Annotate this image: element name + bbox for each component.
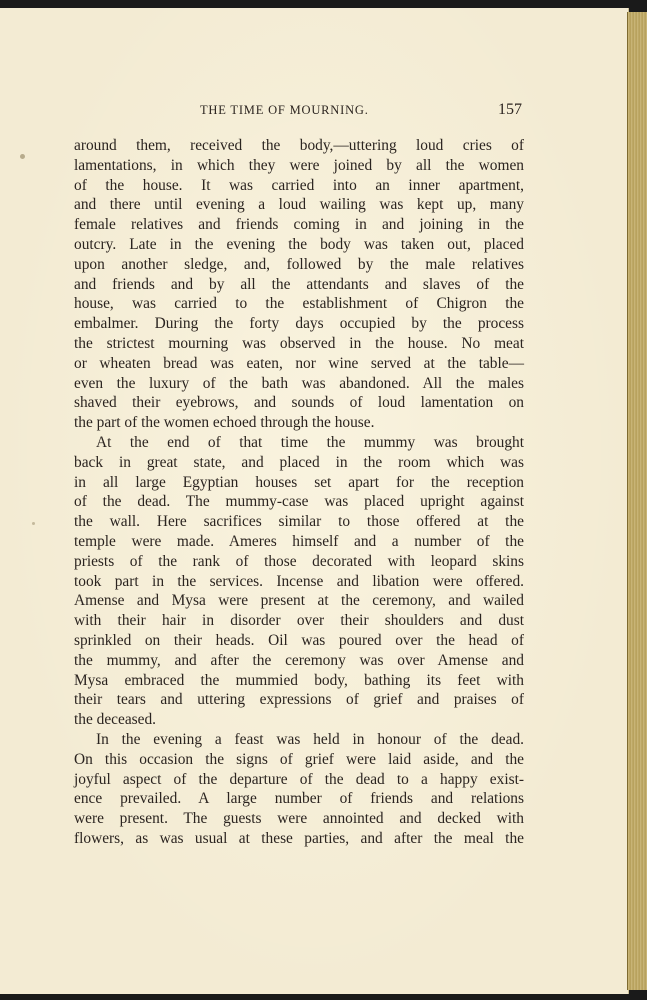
text-line: Amense and Mysa were present at the ceremony, and wailed <box>74 592 524 610</box>
running-title: THE TIME OF MOURNING. <box>200 103 369 117</box>
text-line: outcry. Late in the evening the body was taken out, placed <box>74 235 524 253</box>
text-line: At the end of that time the mummy was brought <box>96 433 524 451</box>
body-text <box>74 136 524 849</box>
text-line: embalmer. During the forty days occupied by the process <box>74 315 524 333</box>
text-line: ence prevailed. A large number of friends and relations <box>74 790 524 808</box>
text-line: and friends and by all the attendants and slaves of the <box>74 275 524 293</box>
text-line: joyful aspect of the departure of the dead to a happy exist- <box>74 770 524 788</box>
book-page <box>0 8 629 994</box>
text-line: lamentations, in which they were joined by all the women <box>74 156 524 174</box>
text-line: house, was carried to the establishment of Chigron the <box>74 295 524 313</box>
text-line: the wall. Here sacrifices similar to those offered at the <box>74 513 524 531</box>
text-line: sprinkled on their heads. Oil was poured over the head of <box>74 631 524 649</box>
text-line: Mysa embraced the mummied body, bathing its feet with <box>74 671 524 689</box>
text-line: of the house. It was carried into an inner apartment, <box>74 176 524 194</box>
text-line: the deceased. <box>74 711 157 729</box>
text-line: their tears and uttering expressions of grief and praises of <box>74 691 524 709</box>
text-line: the part of the women echoed through the house. <box>74 414 375 432</box>
page-header <box>74 101 524 123</box>
text-line: flowers, as was usual at these parties, and after the meal the <box>74 829 524 847</box>
text-line: around them, received the body,—uttering loud cries of <box>74 137 524 154</box>
text-line: in all large Egyptian houses set apart for the reception <box>74 473 524 491</box>
text-line: back in great state, and placed in the room which was <box>74 453 524 471</box>
text-line: priests of the rank of those decorated with leopard skins <box>74 552 524 570</box>
paper-spot <box>20 154 25 159</box>
text-line: of the dead. The mummy-case was placed upright against <box>74 493 524 511</box>
text-line: or wheaten bread was eaten, nor wine served at the table— <box>74 354 524 372</box>
page-number: 157 <box>498 101 522 118</box>
text-line: were present. The guests were annointed and decked with <box>74 810 524 828</box>
text-line: In the evening a feast was held in honour of the dead. <box>96 730 524 748</box>
text-line: upon another sledge, and, followed by the male relatives <box>74 255 524 273</box>
text-line: with their hair in disorder over their shoulders and dust <box>74 612 524 630</box>
text-line: even the luxury of the bath was abandoned. All the males <box>74 374 524 392</box>
text-line: temple were made. Ameres himself and a number of the <box>74 532 524 550</box>
text-line: and there until evening a loud wailing was kept up, many <box>74 196 524 214</box>
text-line: shaved their eyebrows, and sounds of loud lamentation on <box>74 394 524 412</box>
text-line: the strictest mourning was observed in the house. No meat <box>74 334 524 352</box>
text-line: the mummy, and after the ceremony was over Amense and <box>74 651 524 669</box>
paper-spot <box>32 522 35 525</box>
text-line: took part in the services. Incense and libation were offered. <box>74 572 524 590</box>
page-edges <box>627 12 647 990</box>
text-line: On this occasion the signs of grief were laid aside, and the <box>74 750 524 768</box>
text-line: female relatives and friends coming in and joining in the <box>74 216 524 234</box>
